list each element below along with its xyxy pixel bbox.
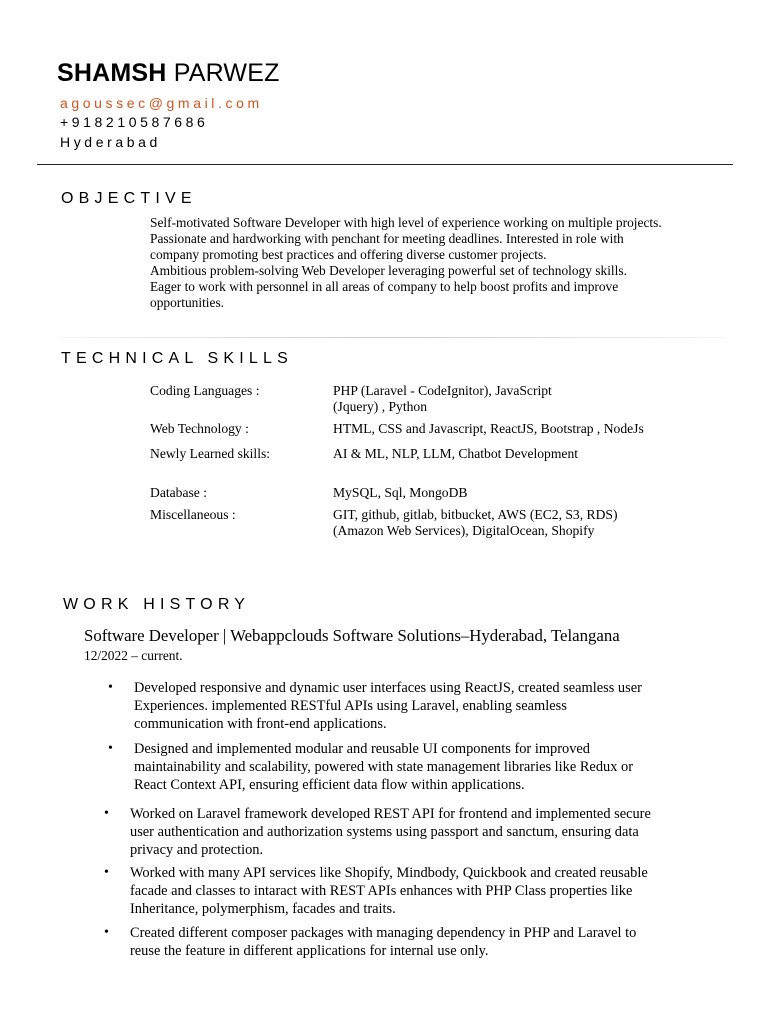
job-dates: 12/2022 – current. (84, 648, 183, 663)
job-title: Software Developer | Webappclouds Software Solutions–Hyderabad, Telangana (84, 626, 620, 645)
objective-line: Eager to work with personnel in all areas of company to help boost profits and improve (150, 279, 619, 294)
skill-label-web: Web Technology : (150, 421, 249, 436)
skill-value-line: PHP (Laravel - CodeIgnitor), JavaScript (333, 383, 552, 398)
skill-label-database: Database : (150, 485, 207, 500)
bullet-line: reuse the feature in different applications for internal use only. (130, 943, 489, 959)
skill-value-line: HTML, CSS and Javascript, ReactJS, Bootstrap , NodeJs (333, 421, 644, 436)
bullet-marker: • (104, 925, 109, 940)
bullet-marker: • (104, 806, 109, 821)
work-bullet (104, 805, 651, 859)
bullet-line: Developed responsive and dynamic user interfaces using ReactJS, created seamless user (134, 680, 642, 696)
skill-value-line: (Amazon Web Services), DigitalOcean, Shopify (333, 523, 595, 538)
bullet-line: facade and classes to intaract with REST APIs enhances with PHP Class properties like (130, 883, 633, 899)
skill-value-line: AI & ML, NLP, LLM, Chatbot Development (333, 446, 579, 461)
work-bullet (108, 740, 633, 794)
objective-line: company promoting best practices and offering diverse customer projects. (150, 247, 547, 262)
bullet-marker: • (108, 741, 113, 756)
objective-line: Self-motivated Software Developer with high level of experience working on multiple projects. (150, 215, 662, 230)
objective-heading: OBJECTIVE (61, 190, 197, 207)
bullet-line: user authentication and authorization systems using passport and sanctum, ensuring data (130, 824, 639, 840)
bullet-text (130, 805, 651, 859)
skill-value-misc (333, 507, 733, 539)
objective-text (150, 215, 750, 311)
work-history-heading: WORK HISTORY (63, 596, 251, 613)
bullet-line: Inheritance, polymerphism, facades and traits. (130, 901, 396, 917)
bullet-text (130, 864, 648, 918)
bullet-text (130, 924, 636, 960)
skill-value-web (333, 421, 733, 437)
technical-skills-heading: TECHNICAL SKILLS (61, 350, 293, 367)
skill-value-line: GIT, github, gitlab, bitbucket, AWS (EC2, S3, RDS) (333, 507, 618, 522)
email-link[interactable]: agoussec@gmail.com (60, 95, 263, 111)
header-divider (37, 164, 733, 165)
first-name: SHAMSH (57, 59, 167, 87)
skill-label-coding: Coding Languages : (150, 383, 260, 398)
bullet-marker: • (104, 865, 109, 880)
section-divider (60, 337, 725, 338)
bullet-text (134, 679, 642, 733)
last-name: PARWEZ (173, 59, 280, 87)
skill-label-misc: Miscellaneous : (150, 507, 236, 522)
bullet-line: Created different composer packages with managing dependency in PHP and Laravel to (130, 925, 637, 941)
city: Hyderabad (60, 134, 161, 150)
bullet-line: Worked on Laravel framework developed REST API for frontend and implemented secure (130, 806, 651, 822)
skill-value-newly-learned (333, 446, 733, 462)
skill-label-newly-learned: Newly Learned skills: (150, 446, 271, 461)
phone-number: +918210587686 (60, 114, 209, 130)
bullet-marker: • (108, 680, 113, 695)
work-bullet (104, 864, 648, 918)
skill-value-coding (333, 383, 733, 415)
objective-line: Ambitious problem-solving Web Developer leveraging powerful set of technology skills. (150, 263, 627, 278)
objective-line: opportunities. (150, 295, 225, 310)
work-bullet (108, 679, 642, 733)
bullet-line: Designed and implemented modular and reusable UI components for improved (134, 741, 590, 757)
candidate-name (57, 58, 280, 88)
bullet-line: privacy and protection. (130, 842, 264, 858)
bullet-line: Worked with many API services like Shopify, Mindbody, Quickbook and created reusable (130, 865, 648, 881)
bullet-line: communication with front-end applications. (134, 716, 387, 732)
bullet-text (134, 740, 633, 794)
skill-value-line: (Jquery) , Python (333, 399, 428, 414)
bullet-line: React Context API, ensuring efficient data flow within applications. (134, 777, 525, 793)
skill-value-line: MySQL, Sql, MongoDB (333, 485, 468, 500)
bullet-line: maintainability and scalability, powered with state management libraries like Redux or (134, 759, 633, 775)
objective-line: Passionate and hardworking with penchant for meeting deadlines. Interested in role with (150, 231, 624, 246)
work-bullet (104, 924, 636, 960)
skill-value-database (333, 485, 733, 501)
bullet-line: Experiences. implemented RESTful APIs using Laravel, enabling seamless (134, 698, 567, 714)
